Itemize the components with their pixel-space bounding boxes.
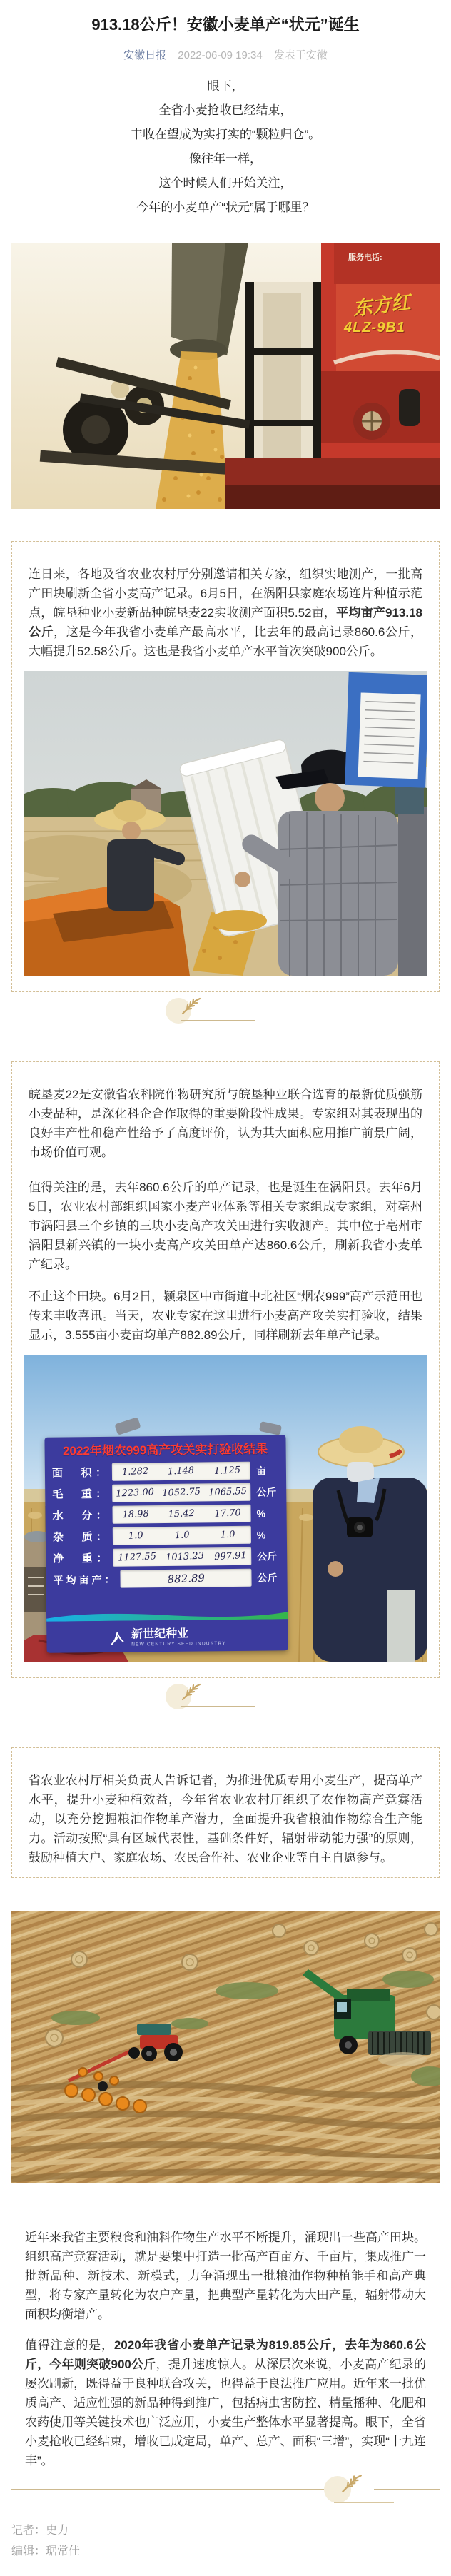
logo-name-en: NEW CENTURY SEED INDUSTRY bbox=[131, 1641, 226, 1647]
highlight-box-competition bbox=[11, 1747, 440, 1878]
intro-line: 全省小麦抢收已经结束， bbox=[158, 103, 293, 117]
harvester-service-label: 服务电话: bbox=[348, 253, 382, 262]
highlight-box-record bbox=[11, 541, 440, 992]
sign-value: 1065.55 bbox=[208, 1485, 247, 1499]
credits-block bbox=[11, 2520, 440, 2576]
weighing-photo[interactable] bbox=[24, 671, 427, 976]
sign-value: 1223.00 bbox=[115, 1487, 155, 1500]
aerial-field-art bbox=[11, 1911, 440, 2183]
sign-row-values bbox=[120, 1569, 251, 1588]
harvester-brand-label: 东方红 bbox=[351, 291, 412, 320]
byline bbox=[0, 48, 451, 63]
wheat-ear-icon bbox=[338, 2470, 364, 2496]
sign-row-unit: 公斤 bbox=[256, 1550, 277, 1562]
sign-value: 997.91 bbox=[213, 1550, 247, 1563]
sign-row-area bbox=[51, 1461, 278, 1481]
intro-line: 丰收在望成为实打实的“颗粒归仓”。 bbox=[130, 128, 321, 141]
sign-value: 17.70 bbox=[213, 1507, 241, 1520]
intro-line: 今年的小麦单产“状元”属于哪里？ bbox=[136, 201, 315, 214]
intro-line: 眼下， bbox=[207, 79, 244, 93]
sign-value: 882.89 bbox=[166, 1571, 205, 1586]
sign-value: 1127.55 bbox=[117, 1551, 156, 1564]
footer-divider-line-left bbox=[11, 2489, 324, 2490]
sign-row-gross bbox=[52, 1483, 279, 1502]
sign-value: 1013.23 bbox=[165, 1550, 205, 1563]
competition-paragraph: 省农业农村厅相关负责人告诉记者，为推进优质专用小麦生产，提高单产水平，提升小麦种植效益，今年省农业农村厅组织了农作物高产竞赛活动，以充分挖掘粮油作物单产潜力，全面提升我省粮油作物综合生产能力。活动按照“具有区域代表性，基础条件好，辐射带动能力强”的原则，鼓励种植大户、家庭农场、农民合作社、农业企业等自主自愿参与。 bbox=[29, 1774, 422, 1864]
sign-row-unit: 公斤 bbox=[255, 1485, 276, 1498]
sign-value: 1052.75 bbox=[161, 1486, 201, 1499]
wheat-ear-icon bbox=[178, 1680, 203, 1704]
sign-value: 1.0 bbox=[173, 1530, 190, 1542]
sign-wave-decoration bbox=[46, 1609, 287, 1622]
sign-row-label: 毛 重： bbox=[51, 1487, 106, 1501]
summary-paragraph bbox=[11, 2335, 440, 2470]
wheat-ear-icon bbox=[178, 994, 203, 1018]
summary-text-pre: 值得注意的是， bbox=[25, 2338, 114, 2352]
record-paragraph bbox=[29, 565, 422, 661]
sign-row-unit: 公斤 bbox=[256, 1571, 278, 1584]
footer-divider bbox=[11, 2473, 440, 2513]
footer-divider-underline bbox=[334, 2502, 394, 2503]
analysis-paragraph: 近年来我省主要粮食和油料作物生产水平不断提升，涌现出一些高产田块。组织高产竞赛活动，就是要集中打造一批高产百亩方、千亩片，集成推广一批新品种、新技术、新模式，力争涌现出一批粮油作物种植能手和高产典型，将专家产量转化为农户产量，把典型产量转化为大田产量，辐射带动大面积均衡增产。 bbox=[25, 2231, 426, 2321]
record-text-post: ，这是今年我省小麦单产最高水平，比去年的最高记录860.6公斤，大幅提升52.58公斤。这也是我省小麦单产水平首次突破900公斤。 bbox=[29, 625, 422, 658]
seed-company-logo bbox=[46, 1627, 288, 1649]
sign-value: 1.0 bbox=[128, 1530, 143, 1542]
reporter-credit: 记者：史力 bbox=[11, 2525, 69, 2537]
page-title: 913.18公斤！安徽小麦单产“状元”诞生 bbox=[91, 16, 360, 34]
sign-row-label: 面 积： bbox=[51, 1466, 106, 1480]
logo-mark-icon bbox=[108, 1630, 125, 1647]
intro-block bbox=[11, 74, 440, 220]
sign-row-average-yield bbox=[53, 1568, 280, 1588]
sign-row-moisture bbox=[52, 1504, 279, 1524]
divider-line bbox=[181, 1020, 255, 1021]
sign-row-values bbox=[111, 1462, 250, 1481]
result-sign-board bbox=[44, 1435, 288, 1653]
sign-value: 15.42 bbox=[168, 1507, 195, 1520]
publish-location: 发表于安徽 bbox=[273, 49, 328, 61]
sign-row-label: 水 分： bbox=[51, 1509, 107, 1522]
sign-row-unit: % bbox=[256, 1529, 265, 1541]
harvester-photo[interactable] bbox=[11, 243, 440, 509]
sign-value: 18.98 bbox=[121, 1508, 149, 1521]
divider-line bbox=[181, 1706, 255, 1707]
sign-row-values bbox=[112, 1505, 250, 1524]
sign-row-impurity bbox=[52, 1525, 279, 1545]
sign-title: 2022年烟农999高产攻关实打验收结果 bbox=[62, 1442, 268, 1458]
sign-row-unit: 亩 bbox=[255, 1465, 266, 1477]
intro-line: 这个时候人们开始关注， bbox=[158, 176, 293, 190]
sign-row-label: 净 重： bbox=[52, 1552, 107, 1565]
editor-credit: 编辑：琚常佳 bbox=[11, 2545, 81, 2557]
sign-row-unit: % bbox=[255, 1507, 265, 1520]
intro-line: 像往年一样， bbox=[189, 152, 262, 166]
section-divider bbox=[11, 998, 440, 1029]
sign-value: 1.148 bbox=[167, 1465, 195, 1478]
sign-row-values bbox=[112, 1483, 250, 1502]
record-text-pre: 连日来，各地及省农业农村厅分别邀请相关专家，组织实地测产，一批高产田块刷新全省小麦高产记录。6月5日，在涡阳县家庭农场连片种植示范点，皖垦种业小麦新品种皖垦麦22实收测产面积5.52亩， bbox=[29, 567, 422, 620]
account-link[interactable]: 安徽日报 bbox=[123, 49, 167, 61]
sign-row-values bbox=[112, 1526, 250, 1545]
weighing-photo-art bbox=[24, 671, 427, 976]
lastyear-paragraph: 值得关注的是，去年860.6公斤的单产记录，也是诞生在涡阳县。去年6月5日，农业农村部组织国家小麦产业体系等相关专家组成专家组，对亳州市涡阳县三个乡镇的三块小麦高产攻关田进行实收测产。其中位于亳州市涡阳县新兴镇的一块小麦高产攻关田单产达860.6公斤，刷新我省小麦单产纪录。 bbox=[29, 1181, 422, 1271]
yannong-paragraph: 不止这个田块。6月2日，颍泉区中市街道中北社区“烟农999”高产示范田也传来丰收喜讯。当天，农业专家在这里进行小麦高产攻关实打验收，结果显示，3.555亩小麦亩均单产882.89公斤，同样刷新去年单产记录。 bbox=[29, 1290, 422, 1342]
sign-row-label: 平均亩产： bbox=[52, 1573, 115, 1586]
aerial-field-photo[interactable] bbox=[11, 1911, 440, 2183]
sign-value: 1.0 bbox=[220, 1529, 235, 1541]
summary-text-post: ，提升速度惊人。从深层次来说，小麦高产纪录的屡次刷新，既得益于良种联合攻关，也得益于良法推广应用。近年来一批优质高产、适应性强的新品种得到推广，包括病虫害防控、精量播种、化肥和农药使用等关键技术也广泛应用，小麦生产整体水平显著提高。眼下，全省小麦抢收已经结束，增收已成定局，单产、总产、面积“三增”，实现“十九连丰”。 bbox=[25, 2358, 427, 2468]
sign-row-label: 杂 质： bbox=[52, 1530, 107, 1544]
logo-name-cn: 新世纪种业 bbox=[131, 1627, 188, 1641]
harvester-model-label: 4LZ-9B1 bbox=[344, 320, 405, 335]
logo-text bbox=[131, 1627, 226, 1647]
footer-divider-line-right bbox=[374, 2489, 440, 2490]
harvester-photo-art bbox=[11, 243, 440, 509]
sign-row-values bbox=[113, 1547, 251, 1567]
section-divider bbox=[11, 1684, 440, 1715]
highlight-box-variety bbox=[11, 1061, 440, 1678]
variety-paragraph: 皖垦麦22是安徽省农科院作物研究所与皖垦种业联合选育的最新优质强筋小麦品种，是深化科企合作取得的重要阶段性成果。专家组对其表现出的良好丰产性和稳产性给予了高度评价，认为其大面积应用推广前景广阔，市场价值可观。 bbox=[29, 1088, 422, 1159]
sign-row-net bbox=[53, 1547, 280, 1567]
publish-datetime: 2022-06-09 19:34 bbox=[178, 49, 263, 61]
sign-value: 1.125 bbox=[213, 1465, 241, 1477]
summary-text-bold: 2020年我省小麦单产记录为819.85公斤，去年为860.6公斤，今年则突破900公斤 bbox=[25, 2338, 426, 2371]
sign-value: 1.282 bbox=[121, 1465, 148, 1478]
result-board-photo[interactable] bbox=[24, 1355, 427, 1662]
record-text-bold: 平均亩产913.18公斤 bbox=[29, 606, 422, 639]
